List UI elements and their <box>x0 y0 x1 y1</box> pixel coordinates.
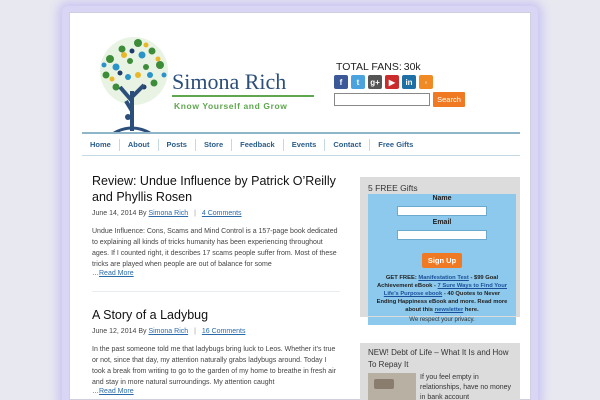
page-container <box>69 12 531 400</box>
post-comments-link[interactable]: 4 Comments <box>201 210 242 217</box>
rss-icon[interactable]: ◦ <box>419 75 433 89</box>
read-more-link[interactable]: Read More <box>99 388 134 395</box>
promo-text: If you feel empty in relationships, have no money in bank account <box>420 374 512 400</box>
post-more <box>92 388 340 395</box>
email-field[interactable] <box>397 230 487 240</box>
post-meta: June 12, 2014 By Simona Rich | 16 Comments <box>92 328 246 335</box>
read-more-link[interactable]: Read More <box>99 270 134 277</box>
post-excerpt: Undue Influence: Cons, Scams and Mind Control is a 157-page book dedicated to explaining all kinds of tricks humanity has been experiencing throughout ages. If I counted right, it describes 17 scams people suffer from. Most of these tricks are played when people are out of balance for some <box>92 228 338 268</box>
post-divider <box>92 291 340 292</box>
name-label: Name <box>432 195 452 202</box>
more-prefix: … <box>92 388 99 395</box>
post-article <box>92 173 340 277</box>
post-title[interactable]: Review: Undue Influence by Patrick O’Reilly and Phyllis Rosen <box>92 174 336 204</box>
brand-name: Simona Rich <box>172 69 287 94</box>
post-more <box>92 270 340 277</box>
youtube-icon[interactable]: ▶ <box>385 75 399 89</box>
post-comments-link[interactable]: 16 Comments <box>201 328 246 335</box>
main-nav <box>82 132 520 156</box>
post-excerpt: In the past someone told me that ladybugs bring luck to Leos. Whether it’s true or not, since that day, my attention naturally grabs ladybugs around. Today I took a break from writing to go to the garden of my home to breathe in fresh air and stay in more natural surroundings. My attention caught <box>92 346 336 386</box>
post-date: June 12, 2014 By <box>92 328 147 335</box>
optin-form <box>368 194 516 316</box>
site-logo[interactable] <box>84 31 316 137</box>
promo-widget <box>360 343 520 400</box>
brand-tagline: Know Yourself and Grow <box>174 101 288 111</box>
nav-about[interactable]: About <box>120 139 159 151</box>
total-fans <box>334 61 421 73</box>
fans-label: TOTAL FANS: <box>336 61 402 73</box>
name-field[interactable] <box>397 206 487 216</box>
search-form <box>334 92 465 107</box>
fans-count: 30k <box>403 61 421 73</box>
more-prefix: … <box>92 270 99 277</box>
optin-description: GET FREE: Manifestation Test - $99 Goal Achievement eBook - 7 Sure Ways to Find Your Life’s Purpose ebook - 40 Quotes to Never Ending Happiness eBook and more. Read more about this newsletter here. <box>376 275 508 313</box>
search-button[interactable]: Search <box>433 92 465 107</box>
post-title[interactable]: A Story of a Ladybug <box>92 308 209 322</box>
nav-events[interactable]: Events <box>284 139 326 151</box>
nav-home[interactable]: Home <box>82 139 120 151</box>
widget-title: 5 FREE Gifts <box>368 183 418 193</box>
email-label: Email <box>432 219 452 226</box>
nav-posts[interactable]: Posts <box>159 139 196 151</box>
post-meta: June 14, 2014 By Simona Rich | 4 Comments <box>92 210 242 217</box>
post-author-link[interactable]: Simona Rich <box>148 328 189 335</box>
manifestation-test-link[interactable]: Manifestation Test <box>418 275 469 281</box>
post-article <box>92 307 340 395</box>
google-plus-icon[interactable]: g+ <box>368 75 382 89</box>
twitter-icon[interactable]: t <box>351 75 365 89</box>
nav-feedback[interactable]: Feedback <box>232 139 284 151</box>
newsletter-link[interactable]: newsletter <box>434 307 464 313</box>
nav-store[interactable]: Store <box>196 139 232 151</box>
tree-icon <box>100 37 168 133</box>
nav-free-gifts[interactable]: Free Gifts <box>378 140 414 149</box>
search-input[interactable] <box>334 93 430 106</box>
linkedin-icon[interactable]: in <box>402 75 416 89</box>
privacy-note: We respect your privacy. <box>368 317 516 325</box>
post-date: June 14, 2014 By <box>92 210 147 217</box>
nav-contact[interactable]: Contact <box>325 139 370 151</box>
facebook-icon[interactable]: f <box>334 75 348 89</box>
promo-image[interactable] <box>368 373 416 400</box>
social-icons <box>334 75 433 89</box>
promo-title[interactable]: NEW! Debt of Life – What It Is and How To Repay It <box>368 348 509 369</box>
post-author-link[interactable]: Simona Rich <box>148 210 189 217</box>
life-purpose-link[interactable]: 7 Sure Ways to Find Your Life’s Purpose ebook <box>383 283 508 297</box>
sign-up-button[interactable]: Sign Up <box>422 253 462 268</box>
